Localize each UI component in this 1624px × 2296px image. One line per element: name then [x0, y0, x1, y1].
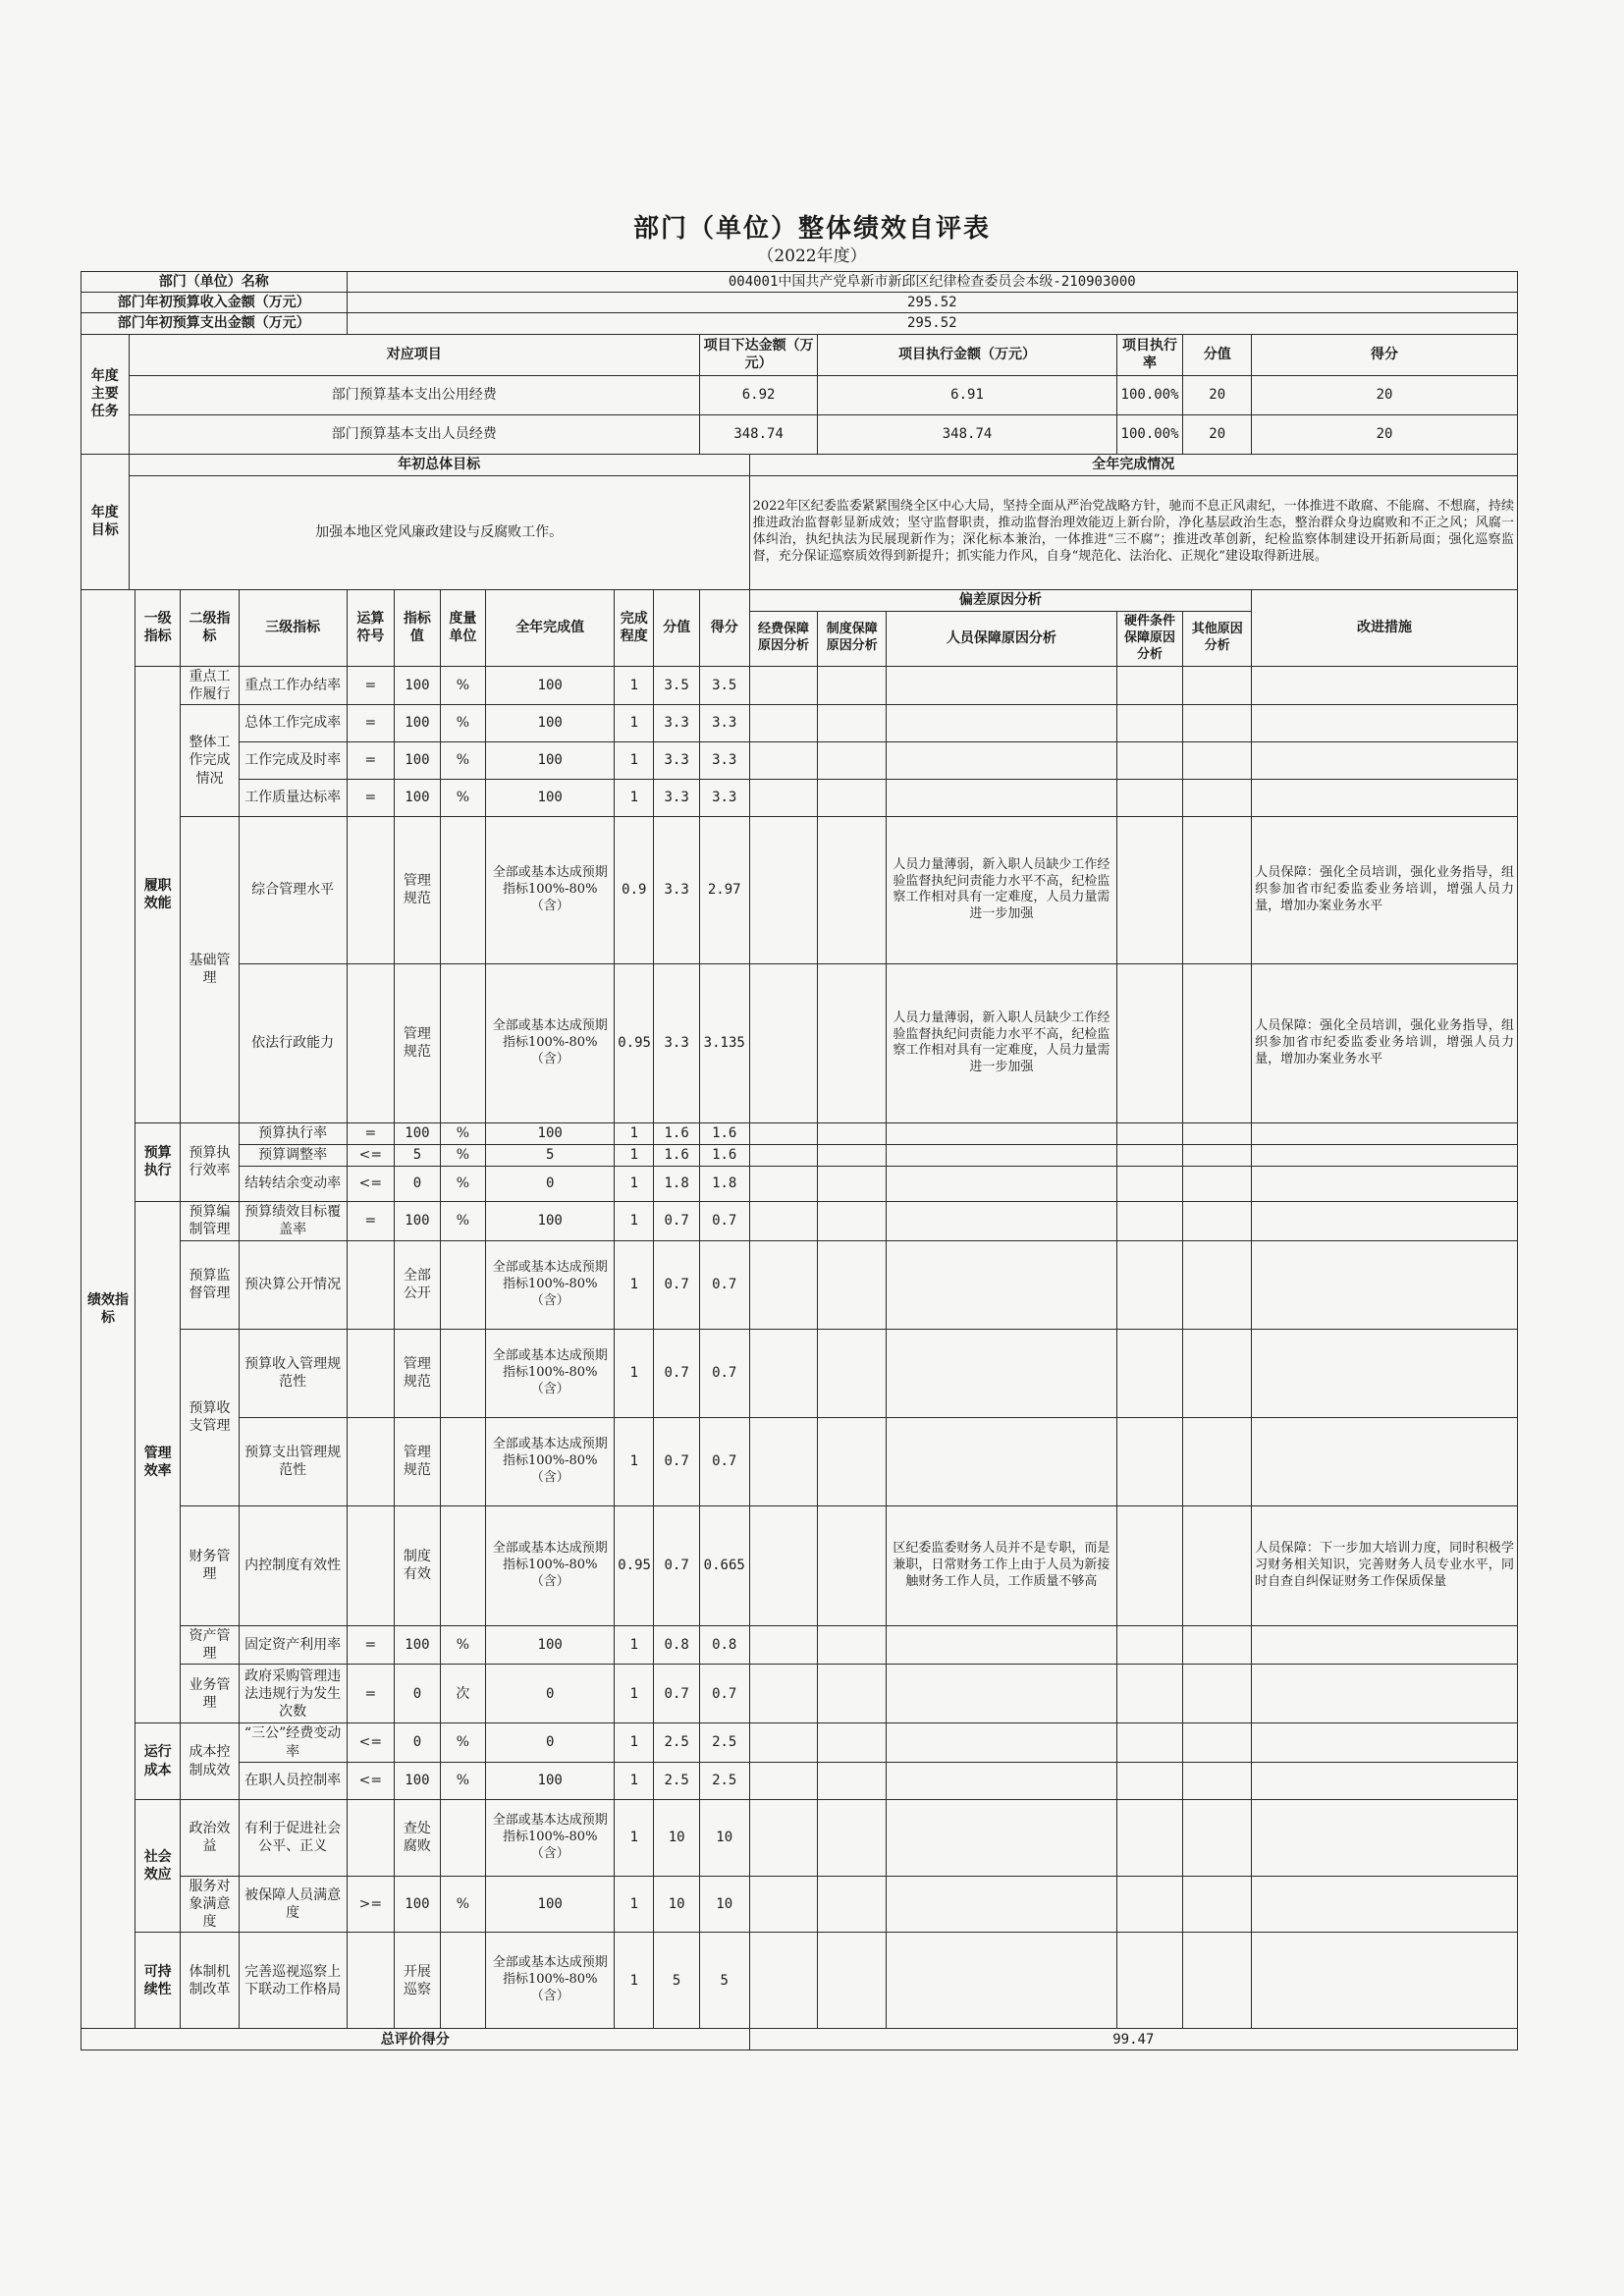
task-item: 部门预算基本支出人员经费 [129, 414, 699, 454]
tasks-col-budget: 项目下达金额（万元） [699, 334, 817, 375]
unit: % [440, 1166, 486, 1201]
l3: “三公”经费变动率 [239, 1723, 347, 1762]
val: 100 [395, 704, 441, 741]
op [347, 1799, 395, 1876]
annual: 全部或基本达成预期指标100%-80%（含） [486, 1240, 615, 1329]
op [347, 816, 395, 963]
score: 3.3 [654, 704, 700, 741]
degree: 0.95 [615, 963, 654, 1122]
l2-yssz: 预算收支管理 [181, 1329, 239, 1505]
header-annual: 全年完成值 [486, 589, 615, 666]
degree: 1 [615, 1240, 654, 1329]
unit [440, 1505, 486, 1625]
degree: 0.95 [615, 1505, 654, 1625]
l3: 有利于促进社会公平、正义 [239, 1799, 347, 1876]
val: 100 [395, 1625, 441, 1664]
score: 1.6 [654, 1144, 700, 1166]
header-l3: 三级指标 [239, 589, 347, 666]
score: 2.5 [654, 1723, 700, 1762]
op [347, 1417, 395, 1505]
annual: 0 [486, 1166, 615, 1201]
annual: 100 [486, 741, 615, 779]
op: = [347, 779, 395, 816]
unit: % [440, 1876, 486, 1933]
got: 3.3 [699, 779, 749, 816]
val: 100 [395, 1122, 441, 1144]
annual: 全部或基本达成预期指标100%-80%（含） [486, 1799, 615, 1876]
degree: 1 [615, 1122, 654, 1144]
annual: 100 [486, 1625, 615, 1664]
l2-ysbz: 预算编制管理 [181, 1201, 239, 1240]
l2-zcgl: 资产管理 [181, 1625, 239, 1664]
l3: 依法行政能力 [239, 963, 347, 1122]
task-score: 20 [1183, 414, 1252, 454]
l3: 被保障人员满意度 [239, 1876, 347, 1933]
val: 100 [395, 1876, 441, 1933]
degree: 1 [615, 704, 654, 741]
score: 2.5 [654, 1762, 700, 1799]
l3: 预算收入管理规范性 [239, 1329, 347, 1417]
l3: 预算调整率 [239, 1144, 347, 1166]
score: 3.5 [654, 666, 700, 704]
got: 2.97 [699, 816, 749, 963]
degree: 0.9 [615, 816, 654, 963]
unit: % [440, 741, 486, 779]
l1-yunxing: 运行成本 [135, 1723, 181, 1799]
score: 0.7 [654, 1329, 700, 1417]
improve: 人员保障：下一步加大培训力度，同时积极学习财务相关知识，完善财务人员专业水平，同时自查自纠保证财务工作保质保量 [1252, 1505, 1518, 1625]
indicator-row [81, 1201, 1518, 1240]
got: 1.6 [699, 1144, 749, 1166]
score: 0.7 [654, 1665, 700, 1723]
val: 管理规范 [395, 1417, 441, 1505]
l2-zhongdian: 重点工作履行 [181, 666, 239, 704]
unit [440, 1329, 486, 1417]
l2-tzjz: 体制机制改革 [181, 1933, 239, 2029]
unit: % [440, 666, 486, 704]
degree: 1 [615, 1329, 654, 1417]
indicator-row [81, 1505, 1518, 1625]
expense-label: 部门年初预算支出金额（万元） [81, 313, 348, 334]
perf-section-label: 绩效指标 [81, 589, 135, 2029]
tasks-col-exec: 项目执行金额（万元） [818, 334, 1116, 375]
got: 0.7 [699, 1329, 749, 1417]
annual: 100 [486, 704, 615, 741]
task-item: 部门预算基本支出公用经费 [129, 375, 699, 414]
unit-name-label: 部门（单位）名称 [81, 272, 348, 293]
op: = [347, 1122, 395, 1144]
op: <= [347, 1762, 395, 1799]
tasks-section-label: 年度主要任务 [81, 334, 130, 454]
op: = [347, 1625, 395, 1664]
indicator-row [81, 666, 1518, 704]
unit: % [440, 704, 486, 741]
l3: 综合管理水平 [239, 816, 347, 963]
score: 3.3 [654, 816, 700, 963]
l2-zhengti: 整体工作完成情况 [181, 704, 239, 816]
annual: 100 [486, 779, 615, 816]
got: 10 [699, 1799, 749, 1876]
val: 0 [395, 1723, 441, 1762]
val: 100 [395, 666, 441, 704]
improve: 人员保障：强化全员培训，强化业务指导，组织参加省市纪委监委业务培训，增强人员力量，增加办案业务水平 [1252, 963, 1518, 1122]
l3: 工作完成及时率 [239, 741, 347, 779]
tasks-col-got: 得分 [1252, 334, 1518, 375]
op: <= [347, 1166, 395, 1201]
degree: 1 [615, 666, 654, 704]
header-d5: 其他原因分析 [1183, 611, 1252, 666]
l3: 政府采购管理违法违规行为发生次数 [239, 1665, 347, 1723]
expense-value: 295.52 [347, 313, 1517, 334]
degree: 1 [615, 1762, 654, 1799]
got: 2.5 [699, 1762, 749, 1799]
indicator-row [81, 779, 1518, 816]
degree: 1 [615, 741, 654, 779]
task-budget: 6.92 [699, 375, 817, 414]
task-row [81, 375, 1518, 414]
annual-goal-label: 年初总体目标 [129, 454, 749, 475]
degree: 1 [615, 1723, 654, 1762]
score: 1.6 [654, 1122, 700, 1144]
degree: 1 [615, 1665, 654, 1723]
unit [440, 1417, 486, 1505]
task-exec: 6.91 [818, 375, 1116, 414]
op [347, 1505, 395, 1625]
degree: 1 [615, 1933, 654, 2029]
l3: 重点工作办结率 [239, 666, 347, 704]
l2-zzxy: 政治效益 [181, 1799, 239, 1876]
indicator-row [81, 963, 1518, 1122]
degree: 1 [615, 1876, 654, 1933]
unit: % [440, 1201, 486, 1240]
op: = [347, 741, 395, 779]
annual: 全部或基本达成预期指标100%-80%（含） [486, 1329, 615, 1417]
score: 0.7 [654, 1417, 700, 1505]
tasks-col-rate: 项目执行率 [1116, 334, 1183, 375]
l2-jichu: 基础管理 [181, 816, 239, 1122]
unit [440, 1933, 486, 2029]
header-d2: 制度保障原因分析 [818, 611, 887, 666]
got: 3.3 [699, 704, 749, 741]
got: 0.7 [699, 1417, 749, 1505]
l3: 预算绩效目标覆盖率 [239, 1201, 347, 1240]
val: 100 [395, 1762, 441, 1799]
annual: 全部或基本达成预期指标100%-80%（含） [486, 816, 615, 963]
op: = [347, 1201, 395, 1240]
annual: 100 [486, 666, 615, 704]
val: 100 [395, 1201, 441, 1240]
header-degree: 完成程度 [615, 589, 654, 666]
income-value: 295.52 [347, 293, 1517, 313]
got: 1.8 [699, 1166, 749, 1201]
op [347, 963, 395, 1122]
total-label: 总评价得分 [81, 2029, 750, 2050]
degree: 1 [615, 1144, 654, 1166]
l1-yusuan: 预算执行 [135, 1122, 181, 1201]
op: = [347, 666, 395, 704]
val: 100 [395, 779, 441, 816]
unit: % [440, 1625, 486, 1664]
l3: 在职人员控制率 [239, 1762, 347, 1799]
indicator-row [81, 1933, 1518, 2029]
l3: 预算支出管理规范性 [239, 1417, 347, 1505]
unit-name-value: 004001中国共产党阜新市新邱区纪律检查委员会本级-210903000 [347, 272, 1517, 293]
score: 0.7 [654, 1505, 700, 1625]
indicator-row [81, 704, 1518, 741]
annual: 100 [486, 1762, 615, 1799]
got: 1.6 [699, 1122, 749, 1144]
l1-lvzhi: 履职效能 [135, 666, 181, 1122]
score: 5 [654, 1933, 700, 2029]
annual: 全部或基本达成预期指标100%-80%（含） [486, 963, 615, 1122]
tasks-col-item: 对应项目 [129, 334, 699, 375]
got: 3.5 [699, 666, 749, 704]
indicator-row [81, 1417, 1518, 1505]
op [347, 1240, 395, 1329]
header-d3: 人员保障原因分析 [887, 611, 1117, 666]
val: 制度有效 [395, 1505, 441, 1625]
val: 0 [395, 1166, 441, 1201]
indicator-row [81, 1625, 1518, 1664]
op: >= [347, 1876, 395, 1933]
header-l1: 一级指标 [135, 589, 181, 666]
annual: 0 [486, 1665, 615, 1723]
val: 查处腐败 [395, 1799, 441, 1876]
annual: 100 [486, 1876, 615, 1933]
op: = [347, 1665, 395, 1723]
goals-section-label: 年度目标 [81, 454, 130, 589]
unit: % [440, 1723, 486, 1762]
indicator-row [81, 1876, 1518, 1933]
degree: 1 [615, 779, 654, 816]
indicator-row [81, 1665, 1518, 1723]
got: 2.5 [699, 1723, 749, 1762]
l2-ywgl: 业务管理 [181, 1665, 239, 1723]
complete-text: 2022年区纪委监委紧紧围绕全区中心大局，坚持全面从严治党战略方针，驰而不息正风肃纪，一体推进不敢腐、不能腐、不想腐，持续推进政治监督彰显新成效；坚守监督职责，推动监督治理效能迈上新台阶，净化基层政治生态，整治群众身边腐败和不正之风；风腐一体纠治，执纪执法为民展现新作为；深化标本兼治，一体推进“三不腐”；推进改革创新，纪检监察体制建设开拓新局面；强化巡察监督，充分保证巡察质效得到新提升；抓实能力作风，自身“规范化、法治化、正规化”建设取得新进展。 [749, 475, 1517, 589]
got: 3.3 [699, 741, 749, 779]
op: <= [347, 1144, 395, 1166]
l2-ysjd: 预算监督管理 [181, 1240, 239, 1329]
got: 0.7 [699, 1240, 749, 1329]
score: 3.3 [654, 741, 700, 779]
annual: 全部或基本达成预期指标100%-80%（含） [486, 1417, 615, 1505]
score: 3.3 [654, 963, 700, 1122]
degree: 1 [615, 1201, 654, 1240]
l3: 预决算公开情况 [239, 1240, 347, 1329]
val: 管理规范 [395, 1329, 441, 1417]
l3: 预算执行率 [239, 1122, 347, 1144]
page-subtitle-year: （2022年度） [757, 246, 867, 266]
val: 5 [395, 1144, 441, 1166]
got: 3.135 [699, 963, 749, 1122]
annual: 5 [486, 1144, 615, 1166]
indicator-row [81, 1723, 1518, 1762]
l3: 固定资产利用率 [239, 1625, 347, 1664]
indicator-row [81, 1799, 1518, 1876]
evaluation-table [81, 271, 1518, 2050]
l2-cwgl: 财务管理 [181, 1505, 239, 1625]
annual: 0 [486, 1723, 615, 1762]
val: 开展巡察 [395, 1933, 441, 2029]
task-budget: 348.74 [699, 414, 817, 454]
reason-personnel: 人员力量薄弱，新入职人员缺少工作经验监督执纪问责能力水平不高，纪检监察工作相对具有一定难度，人员力量需进一步加强 [887, 963, 1117, 1122]
task-rate: 100.00% [1116, 375, 1183, 414]
got: 10 [699, 1876, 749, 1933]
got: 0.7 [699, 1201, 749, 1240]
score: 0.8 [654, 1625, 700, 1664]
got: 0.7 [699, 1665, 749, 1723]
degree: 1 [615, 1625, 654, 1664]
page-title: 部门（单位）整体绩效自评表 [632, 214, 991, 244]
task-score: 20 [1183, 375, 1252, 414]
indicator-row [81, 741, 1518, 779]
l3: 工作质量达标率 [239, 779, 347, 816]
score: 1.8 [654, 1166, 700, 1201]
annual: 全部或基本达成预期指标100%-80%（含） [486, 1505, 615, 1625]
indicator-row [81, 1122, 1518, 1144]
task-row [81, 414, 1518, 454]
total-value: 99.47 [749, 2029, 1517, 2050]
l1-shehui: 社会效应 [135, 1799, 181, 1933]
l1-kechixu: 可持续性 [135, 1933, 181, 2029]
op: = [347, 704, 395, 741]
got: 0.665 [699, 1505, 749, 1625]
val: 全部公开 [395, 1240, 441, 1329]
degree: 1 [615, 1417, 654, 1505]
op [347, 1329, 395, 1417]
score: 10 [654, 1876, 700, 1933]
val: 0 [395, 1665, 441, 1723]
op [347, 1933, 395, 2029]
unit: % [440, 1762, 486, 1799]
degree: 1 [615, 1799, 654, 1876]
score: 0.7 [654, 1240, 700, 1329]
header-improve: 改进措施 [1252, 589, 1518, 666]
l3: 结转结余变动率 [239, 1166, 347, 1201]
indicator-row [81, 1762, 1518, 1799]
annual: 全部或基本达成预期指标100%-80%（含） [486, 1933, 615, 2029]
indicator-row [81, 1144, 1518, 1166]
header-unit: 度量单位 [440, 589, 486, 666]
score: 10 [654, 1799, 700, 1876]
reason-personnel: 人员力量薄弱，新入职人员缺少工作经验监督执纪问责能力水平不高，纪检监察工作相对具有一定难度，人员力量需进一步加强 [887, 816, 1117, 963]
improve: 人员保障：强化全员培训，强化业务指导，组织参加省市纪委监委业务培训，增强人员力量，增加办案业务水平 [1252, 816, 1518, 963]
unit: % [440, 1122, 486, 1144]
task-rate: 100.00% [1116, 414, 1183, 454]
header-op: 运算符号 [347, 589, 395, 666]
reason-personnel: 区纪委监委财务人员并不是专职，而是兼职，日常财务工作上由于人员为新接触财务工作人员，工作质量不够高 [887, 1505, 1117, 1625]
unit: % [440, 779, 486, 816]
header-d1: 经费保障原因分析 [749, 611, 818, 666]
annual: 100 [486, 1201, 615, 1240]
l2-fwdx: 服务对象满意度 [181, 1876, 239, 1933]
score: 0.7 [654, 1201, 700, 1240]
header-d4: 硬件条件保障原因分析 [1116, 611, 1183, 666]
header-val: 指标值 [395, 589, 441, 666]
tasks-col-score: 分值 [1183, 334, 1252, 375]
val: 100 [395, 741, 441, 779]
degree: 1 [615, 1166, 654, 1201]
l3: 内控制度有效性 [239, 1505, 347, 1625]
annual-goal-text: 加强本地区党风廉政建设与反腐败工作。 [129, 475, 749, 589]
annual: 100 [486, 1122, 615, 1144]
task-got: 20 [1252, 375, 1518, 414]
task-got: 20 [1252, 414, 1518, 454]
indicator-row [81, 1240, 1518, 1329]
val: 管理规范 [395, 963, 441, 1122]
l2-cbkz: 成本控制成效 [181, 1723, 239, 1799]
task-exec: 348.74 [818, 414, 1116, 454]
unit [440, 1799, 486, 1876]
unit [440, 963, 486, 1122]
val: 管理规范 [395, 816, 441, 963]
income-label: 部门年初预算收入金额（万元） [81, 293, 348, 313]
l3: 总体工作完成率 [239, 704, 347, 741]
indicator-row [81, 816, 1518, 963]
unit: 次 [440, 1665, 486, 1723]
indicator-row [81, 1329, 1518, 1417]
got: 0.8 [699, 1625, 749, 1664]
unit [440, 816, 486, 963]
header-got: 得分 [699, 589, 749, 666]
score: 3.3 [654, 779, 700, 816]
l1-guanli: 管理效率 [135, 1201, 181, 1722]
l2-ysxl: 预算执行效率 [181, 1122, 239, 1201]
complete-label: 全年完成情况 [749, 454, 1517, 475]
unit: % [440, 1144, 486, 1166]
header-score: 分值 [654, 589, 700, 666]
got: 5 [699, 1933, 749, 2029]
indicator-row [81, 1166, 1518, 1201]
header-l2: 二级指标 [181, 589, 239, 666]
unit [440, 1240, 486, 1329]
l3: 完善巡视巡察上下联动工作格局 [239, 1933, 347, 2029]
header-deviation: 偏差原因分析 [749, 589, 1252, 611]
op: <= [347, 1723, 395, 1762]
